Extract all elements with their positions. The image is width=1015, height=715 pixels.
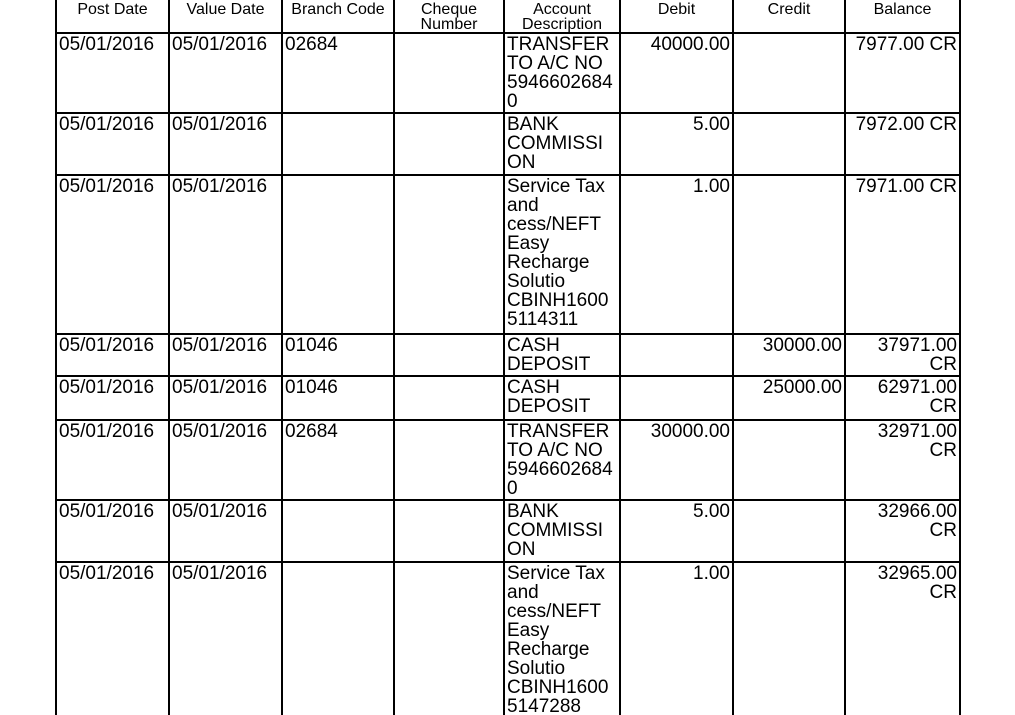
cell-account-description: Service Tax and cess/NEFT Easy Recharge Solutio CBINH16005147288 bbox=[504, 562, 620, 715]
cell-balance: 32965.00 CR bbox=[845, 562, 960, 715]
cell-debit bbox=[620, 334, 733, 376]
cell-branch-code: 02684 bbox=[282, 33, 394, 113]
cell-cheque-number bbox=[394, 562, 504, 715]
col-header-value-date: Value Date bbox=[169, 0, 282, 33]
cell-value-date: 05/01/2016 bbox=[169, 33, 282, 113]
cell-cheque-number bbox=[394, 376, 504, 420]
table-row bbox=[56, 33, 960, 113]
cell-balance: 7977.00 CR bbox=[845, 33, 960, 113]
col-header-credit: Credit bbox=[733, 0, 845, 33]
cell-account-description: BANK COMMISSION bbox=[504, 113, 620, 175]
cell-credit bbox=[733, 500, 845, 562]
cell-value-date: 05/01/2016 bbox=[169, 500, 282, 562]
table-row bbox=[56, 500, 960, 562]
col-header-branch-code: Branch Code bbox=[282, 0, 394, 33]
transactions-table bbox=[55, 0, 961, 715]
cell-account-description: CASH DEPOSIT bbox=[504, 376, 620, 420]
cell-account-description: Service Tax and cess/NEFT Easy Recharge Solutio CBINH16005114311 bbox=[504, 175, 620, 334]
cell-branch-code: 01046 bbox=[282, 376, 394, 420]
cell-cheque-number bbox=[394, 500, 504, 562]
table-row bbox=[56, 562, 960, 715]
cell-post-date: 05/01/2016 bbox=[56, 334, 169, 376]
cell-credit bbox=[733, 113, 845, 175]
cell-credit: 25000.00 bbox=[733, 376, 845, 420]
cell-balance: 32966.00 CR bbox=[845, 500, 960, 562]
cell-credit bbox=[733, 175, 845, 334]
col-header-cheque-number: Cheque Number bbox=[394, 0, 504, 33]
cell-balance: 62971.00 CR bbox=[845, 376, 960, 420]
cell-debit: 40000.00 bbox=[620, 33, 733, 113]
cell-value-date: 05/01/2016 bbox=[169, 376, 282, 420]
cell-branch-code: 01046 bbox=[282, 334, 394, 376]
cell-balance: 32971.00 CR bbox=[845, 420, 960, 500]
cell-credit bbox=[733, 562, 845, 715]
cell-post-date: 05/01/2016 bbox=[56, 113, 169, 175]
cell-debit: 1.00 bbox=[620, 175, 733, 334]
cell-credit bbox=[733, 33, 845, 113]
cell-account-description: BANK COMMISSION bbox=[504, 500, 620, 562]
cell-branch-code bbox=[282, 175, 394, 334]
cell-branch-code bbox=[282, 562, 394, 715]
cell-credit: 30000.00 bbox=[733, 334, 845, 376]
cell-debit: 30000.00 bbox=[620, 420, 733, 500]
cell-account-description: CASH DEPOSIT bbox=[504, 334, 620, 376]
cell-branch-code bbox=[282, 500, 394, 562]
cell-value-date: 05/01/2016 bbox=[169, 334, 282, 376]
table-header-row bbox=[56, 0, 960, 33]
cell-value-date: 05/01/2016 bbox=[169, 113, 282, 175]
cell-balance: 7972.00 CR bbox=[845, 113, 960, 175]
cell-cheque-number bbox=[394, 175, 504, 334]
table-row bbox=[56, 420, 960, 500]
table-row bbox=[56, 334, 960, 376]
cell-value-date: 05/01/2016 bbox=[169, 420, 282, 500]
cell-post-date: 05/01/2016 bbox=[56, 420, 169, 500]
cell-account-description: TRANSFER TO A/C NO 59466026840 bbox=[504, 33, 620, 113]
cell-value-date: 05/01/2016 bbox=[169, 562, 282, 715]
cell-credit bbox=[733, 420, 845, 500]
cell-post-date: 05/01/2016 bbox=[56, 376, 169, 420]
cell-cheque-number bbox=[394, 334, 504, 376]
cell-debit: 1.00 bbox=[620, 562, 733, 715]
col-header-account-description: Account Description bbox=[504, 0, 620, 33]
cell-post-date: 05/01/2016 bbox=[56, 500, 169, 562]
cell-cheque-number bbox=[394, 113, 504, 175]
col-header-post-date: Post Date bbox=[56, 0, 169, 33]
col-header-debit: Debit bbox=[620, 0, 733, 33]
cell-post-date: 05/01/2016 bbox=[56, 562, 169, 715]
cell-cheque-number bbox=[394, 33, 504, 113]
col-header-balance: Balance bbox=[845, 0, 960, 33]
cell-debit bbox=[620, 376, 733, 420]
table-row bbox=[56, 175, 960, 334]
cell-debit: 5.00 bbox=[620, 113, 733, 175]
cell-post-date: 05/01/2016 bbox=[56, 33, 169, 113]
cell-value-date: 05/01/2016 bbox=[169, 175, 282, 334]
cell-cheque-number bbox=[394, 420, 504, 500]
table-row bbox=[56, 113, 960, 175]
cell-balance: 7971.00 CR bbox=[845, 175, 960, 334]
cell-debit: 5.00 bbox=[620, 500, 733, 562]
cell-balance: 37971.00 CR bbox=[845, 334, 960, 376]
table-row bbox=[56, 376, 960, 420]
cell-account-description: TRANSFER TO A/C NO 59466026840 bbox=[504, 420, 620, 500]
cell-branch-code: 02684 bbox=[282, 420, 394, 500]
cell-post-date: 05/01/2016 bbox=[56, 175, 169, 334]
cell-branch-code bbox=[282, 113, 394, 175]
